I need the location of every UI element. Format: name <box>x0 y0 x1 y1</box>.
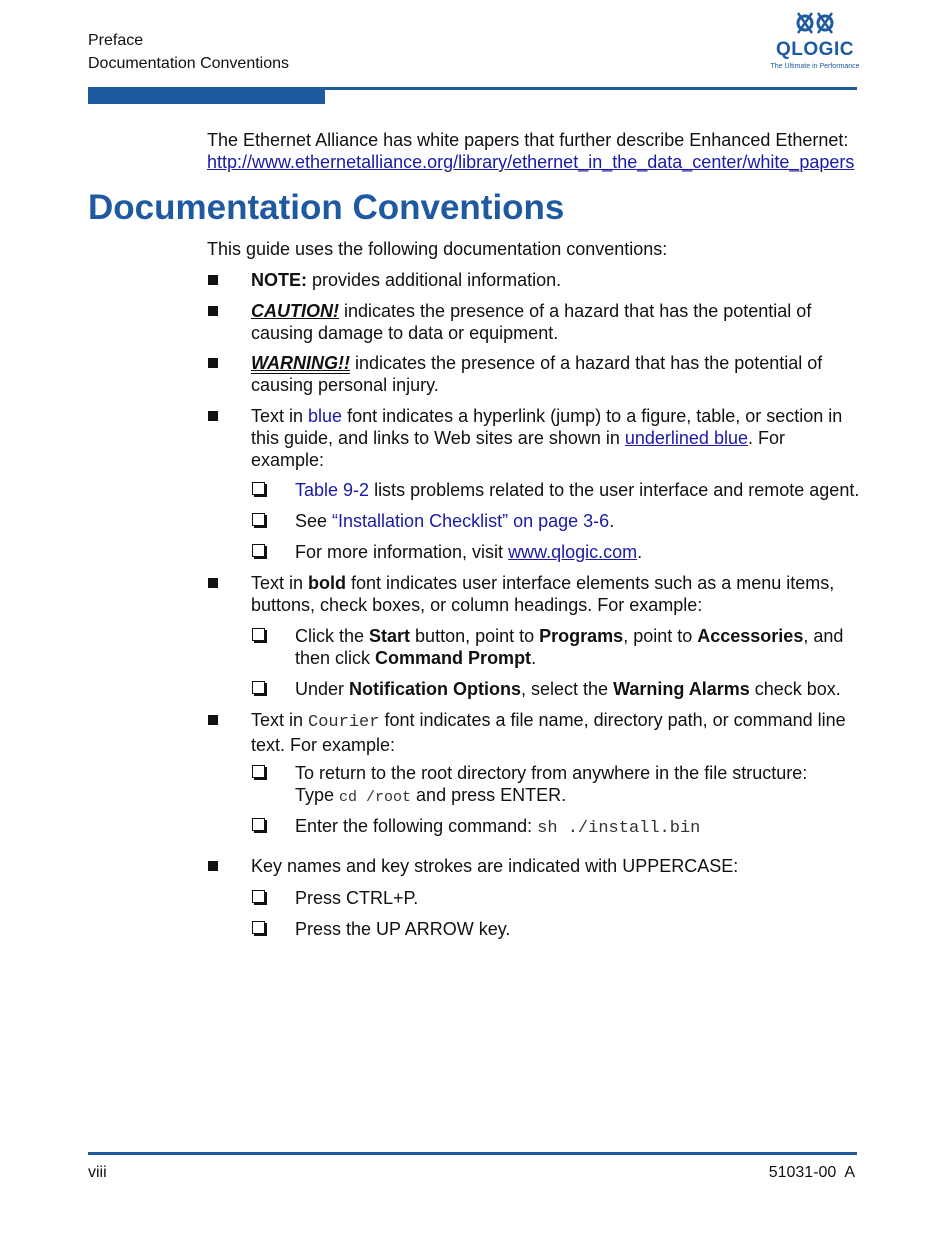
sub3-pre: For more information, visit <box>295 542 509 562</box>
list-item-note <box>251 269 561 291</box>
logo-wordmark: QLOGIC <box>776 39 854 60</box>
logo-tagline: The Ultimate in Performance <box>770 63 860 70</box>
bold-word: bold <box>308 573 347 593</box>
section-lead: This guide uses the following documentation conventions: <box>207 239 668 259</box>
list-item-courier <box>251 709 846 756</box>
sub-item-up-arrow: Press the UP ARROW key. <box>295 919 511 939</box>
sub1-g: , and <box>803 626 844 646</box>
table-9-2-link[interactable]: Table 9-2 <box>295 480 370 500</box>
sub-item-root <box>295 762 807 809</box>
courier-word: Courier <box>308 713 380 732</box>
install-pre: Enter the following command: <box>295 816 538 836</box>
sub-item-start <box>295 625 843 669</box>
sub2-a: Under <box>295 679 350 699</box>
checkbox-square-icon <box>252 482 265 495</box>
sub-item-install <box>295 815 700 840</box>
root-line1: To return to the root directory from anywhere in the file structure: <box>295 763 808 783</box>
header-accent-bar <box>88 88 325 104</box>
list-item-blue <box>251 405 842 471</box>
sub1-c: button, point to <box>410 626 540 646</box>
page-number: viii <box>88 1164 107 1181</box>
sub2-post: . <box>609 511 615 531</box>
list-item-keys: Key names and key strokes are indicated with UPPERCASE: <box>251 856 739 876</box>
list-item-warning <box>251 352 822 396</box>
checkbox-square-icon <box>252 513 265 526</box>
intro-text: The Ethernet Alliance has white papers that further describe Enhanced Ethernet: <box>207 130 849 150</box>
courier-line2: text. For example: <box>251 735 396 755</box>
page-title: Documentation Conventions <box>88 188 565 227</box>
install-code: sh ./install.bin <box>537 819 701 838</box>
caution-text-2: causing damage to data or equipment. <box>251 323 559 343</box>
sub2-e: check box. <box>749 679 841 699</box>
blue-line3: example: <box>251 450 325 470</box>
logo-mark-icon <box>795 10 835 36</box>
checkbox-square-icon <box>252 921 265 934</box>
warning-label: WARNING!! <box>251 353 350 373</box>
courier-pre: Text in <box>251 710 309 730</box>
sub1-text: lists problems related to the user interface and remote agent. <box>369 480 860 500</box>
blue-mid: font indicates a hyperlink (jump) to a figure, table, or section in <box>342 406 843 426</box>
notification-options-text: Notification Options <box>349 679 522 699</box>
bullet-square-icon <box>208 306 218 316</box>
sub-item-checklist <box>295 510 614 532</box>
checkbox-square-icon <box>252 628 265 641</box>
qlogic-logo <box>770 10 860 74</box>
checkbox-square-icon <box>252 890 265 903</box>
header-chapter: Documentation Conventions <box>88 55 290 72</box>
sub2-c: , select the <box>521 679 614 699</box>
note-label: NOTE: <box>251 270 307 290</box>
cd-root-code: cd /root <box>339 789 412 806</box>
blue-line2-post: . For <box>747 428 785 448</box>
note-text: provides additional information. <box>307 270 562 290</box>
sub2-pre: See <box>295 511 333 531</box>
document-id: 51031-00 A <box>768 1164 855 1181</box>
bullet-square-icon <box>208 715 218 725</box>
bullet-square-icon <box>208 578 218 588</box>
list-item-bold <box>251 572 834 616</box>
checkbox-square-icon <box>252 818 265 831</box>
sub-item-qlogic <box>295 541 642 563</box>
checkbox-square-icon <box>252 544 265 557</box>
blue-word: blue <box>308 406 343 426</box>
sub3-post: . <box>637 542 643 562</box>
sub-item-ctrl-p: Press CTRL+P. <box>295 888 419 908</box>
start-text: Start <box>369 626 411 646</box>
bold-rest: font indicates user interface elements such as a menu items, <box>346 573 835 593</box>
command-prompt-text: Command Prompt <box>375 648 532 668</box>
bullet-square-icon <box>208 275 218 285</box>
checkbox-square-icon <box>252 681 265 694</box>
checkbox-square-icon <box>252 765 265 778</box>
root-post: and press ENTER. <box>411 785 567 805</box>
blue-pre: Text in <box>251 406 309 426</box>
sub-item-table <box>295 479 859 501</box>
sub1-line2-a: then click <box>295 648 376 668</box>
sub1-e: , point to <box>623 626 698 646</box>
bullet-square-icon <box>208 861 218 871</box>
bold-line2: buttons, check boxes, or column headings. For example: <box>251 595 703 615</box>
caution-text: indicates the presence of a hazard that has the potential of <box>339 301 812 321</box>
warning-alarms-text: Warning Alarms <box>613 679 750 699</box>
white-papers-link[interactable]: http://www.ethernetalliance.org/library/ethernet_in_the_data_center/white_papers <box>207 152 855 172</box>
caution-label: CAUTION! <box>251 301 339 321</box>
sub1-line2-c: . <box>531 648 537 668</box>
accessories-text: Accessories <box>697 626 804 646</box>
sub1-a: Click the <box>295 626 370 646</box>
installation-checklist-link[interactable]: “Installation Checklist” on page 3-6 <box>332 511 610 531</box>
list-item-caution <box>251 300 811 344</box>
bullet-square-icon <box>208 411 218 421</box>
bullet-square-icon <box>208 358 218 368</box>
blue-line2-pre: this guide, and links to Web sites are shown in <box>251 428 625 448</box>
bold-pre: Text in <box>251 573 309 593</box>
sub-item-notification <box>295 678 841 700</box>
underlined-blue-sample: underlined blue <box>624 428 748 448</box>
warning-text-2: causing personal injury. <box>251 375 439 395</box>
footer-rule <box>88 1152 857 1155</box>
root-pre: Type <box>295 785 340 805</box>
qlogic-website-link[interactable]: www.qlogic.com <box>508 542 638 562</box>
programs-text: Programs <box>539 626 624 646</box>
header-section: Preface <box>88 32 144 49</box>
courier-rest: font indicates a file name, directory path, or command line <box>379 710 846 730</box>
warning-text: indicates the presence of a hazard that has the potential of <box>349 353 823 373</box>
